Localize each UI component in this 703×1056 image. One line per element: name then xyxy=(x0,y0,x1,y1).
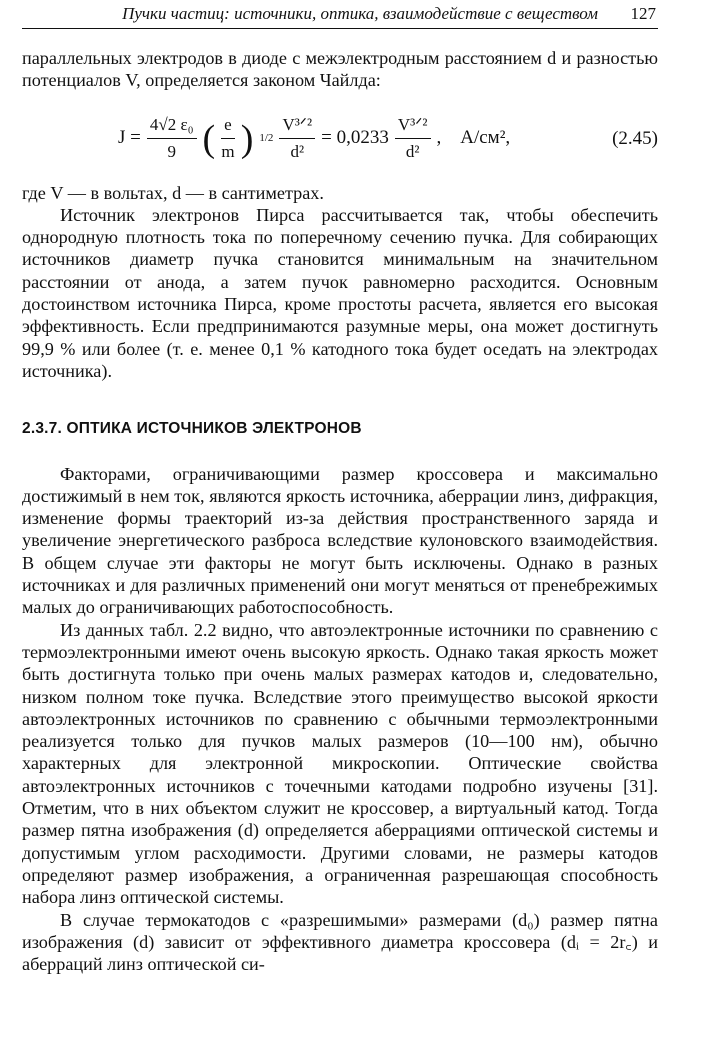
m-denominator: m xyxy=(221,142,235,162)
right-paren: ) xyxy=(240,117,254,160)
running-head-title: Пучки частиц: источники, оптика, взаимодействие с веществом xyxy=(122,4,598,23)
page-number: 127 xyxy=(630,4,656,23)
d2-denominator: d² xyxy=(405,142,420,162)
v-numerator: V³ᐟ² xyxy=(279,114,315,139)
running-head xyxy=(22,0,658,29)
formula-lhs: J = xyxy=(118,127,141,149)
formula-coefficient xyxy=(147,114,197,164)
section-heading: 2.3.7. ОПТИКА ИСТОЧНИКОВ ЭЛЕКТРОНОВ xyxy=(22,420,362,438)
formula-e-over-m xyxy=(221,114,235,164)
formula-v-over-d-2 xyxy=(395,114,431,164)
formula-unit: , А/см², xyxy=(436,127,511,149)
formula-v-over-d xyxy=(279,114,315,164)
equation-number: (2.45) xyxy=(612,127,658,149)
formula-expression xyxy=(118,100,510,178)
paragraph-pierce-source: Источник электронов Пирса рассчитывается так, чтобы обеспечить однородную плотность тока по поперечному сечению пучка. Для собирающих источников диаметр пучка становится минимальным на значительном расстоянии от анода, а затем пучок равномерно расходится. Основным достоинством источника Пирса, кроме простоты расчета, является его высокая эффективность. Если предпринимаются разумные меры, она может достигнуть 99,9 % или более (т. е. менее 0,1 % катодного тока будет оседать на электродах источника). xyxy=(22,204,658,381)
formula-2-45 xyxy=(22,100,658,178)
paragraph-crossover-factors: Факторами, ограничивающими размер кроссовера и максимально достижимый в нем ток, являются яркость источника, аберрации линз, дифракция, изменение формы траекторий из-за действия пространственного заряда и увеличение энергетического разброса вследствие кулоновского взаимодействия. В общем случае эти факторы не могут быть исключены. Однако в разных источниках и для различных применений они могут меняться от пренебрежимых малых до ограничивающих работоспособность. xyxy=(22,463,658,618)
left-paren: ( xyxy=(202,117,216,160)
v2-numerator: V³ᐟ² xyxy=(395,114,431,139)
paragraph-child-law-intro: параллельных электродов в диоде с межэлектродным расстоянием d и разностью потенциалов V, определяется законом Чайлда: xyxy=(22,48,658,91)
text-body xyxy=(22,47,658,975)
formula-constant: = 0,0233 xyxy=(321,127,389,149)
page xyxy=(22,0,658,975)
coefficient-numerator: 4√2 ε₀ xyxy=(147,114,197,139)
paragraph-field-emission: Из данных табл. 2.2 видно, что автоэлектронные источники по сравнению с термоэлектронными имеют очень высокую яркость. Однако такая яркость может быть достигнута только при очень малых размерах катодов и, следовательно, низком полном токе пучка. Вследствие этого преимущество высокой яркости автоэлектронных источников по сравнению с обычными термоэлектронными реализуется только для пучков малых размеров (10—100 нм), обычно характерных для электронной микроскопии. Оптические свойства автоэлектронных источников с точечными катодами подробно изучены [31]. Отметим, что в них объектом служит не кроссовер, а виртуальный катод. Тогда размер пятна изображения (d) определяется аберрациями оптической системы и допустимым углом расходимости. Другими словами, не размеры катодов определяют размер изображения, а ограниченная разрешающая способность набора линз оптической системы. xyxy=(22,619,658,908)
e-numerator: e xyxy=(221,114,235,139)
formula-power: 1/2 xyxy=(259,132,274,145)
paragraph-units: где V — в вольтах, d — в сантиметрах. xyxy=(22,182,324,203)
coefficient-denominator: 9 xyxy=(167,142,176,162)
d-denominator: d² xyxy=(290,142,305,162)
paragraph-thermocathodes: В случае термокатодов с «разрешимыми» размерами (d₀) размер пятна изображения (d) зависит от эффективного диаметра кроссовера (dᵢ = 2r꜀) и аберраций линз оптической си- xyxy=(22,909,658,975)
